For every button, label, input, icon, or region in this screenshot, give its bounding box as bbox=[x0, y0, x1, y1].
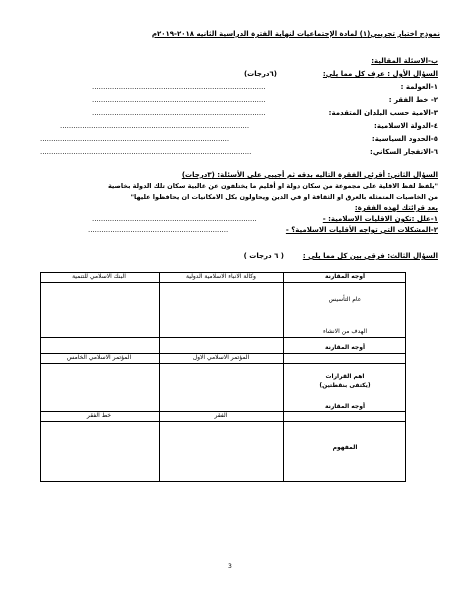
q1-item-4: ٤-الدولة الاسلامية: bbox=[374, 122, 438, 130]
q1-answer-line-6: ............................................................................................... bbox=[40, 148, 252, 156]
q1-item-3: ٣-الامية حسب البلدان المتقدمة: bbox=[328, 109, 438, 117]
table-header-aspect: أوجه المقارنة bbox=[324, 273, 366, 280]
q1-answer-line-1: .............................................................................. bbox=[92, 83, 266, 91]
comparison-table bbox=[40, 272, 406, 482]
q1-answer-line-4: ..................................................................................... bbox=[60, 122, 250, 130]
q2-question-a: ١-علل :تكون الاقليات الاسلامية: - bbox=[322, 215, 438, 223]
table-row-divider bbox=[41, 363, 405, 364]
exam-title: نموذج اختبار تجريبي(١) لمادة الإجتماعيات لنهاية الفترة الدراسية الثانيه ٢٠١٨-٢٠١٩م bbox=[151, 30, 440, 38]
q2-question-b: ٢-المشكلات التي تواجه الأقليات الاسلامية؟ - bbox=[285, 226, 438, 234]
table-header-col-2: وكالة الانباء الاسلامية الدولية bbox=[186, 273, 256, 280]
q1-title: السؤال الأول : عرف كل مما يلي: bbox=[322, 70, 438, 78]
page-number: 3 bbox=[228, 563, 232, 570]
table-row-divider bbox=[41, 282, 405, 283]
q2-passage-line-2: من الخاصيات المتمثله بالعرق او الثقافة او في الدين ويحاولون بكل الامكانيات ان يحافظوا عليها" bbox=[130, 193, 438, 201]
table-row-purpose: الهدف من الانشاء bbox=[323, 328, 367, 335]
table-row-two-points-note: (يكتفى بنقطتين) bbox=[319, 382, 371, 389]
table-header-aspect-3: أوجه المقارنة bbox=[324, 403, 366, 410]
q1-item-2: ٢- خط الفقر : bbox=[388, 96, 438, 104]
table-header-first-conference: المؤتمر الاسلامي الاول bbox=[192, 354, 250, 361]
q1-item-6: ٦-الانفجار السكاني: bbox=[370, 148, 438, 156]
table-header-poverty: الفقر bbox=[214, 412, 228, 419]
q2-answer-line-a: .......................................................................... bbox=[92, 215, 257, 223]
table-column-divider bbox=[159, 273, 160, 481]
q1-answer-line-3: .............................................................................. bbox=[92, 109, 266, 117]
table-row-concept: المفهوم bbox=[332, 444, 358, 451]
q3-marks: ( ٦ درجات ) bbox=[243, 252, 284, 260]
q1-item-1: ١-العولمة : bbox=[400, 83, 438, 91]
q2-title: السؤال الثاني: أقرئي الفقرة التاليه بدقه ثم أجيبي على الأسئلة: (٣درجات) bbox=[181, 171, 438, 179]
table-column-divider bbox=[283, 273, 284, 481]
table-row-founding-year: عام التأسيس bbox=[328, 296, 362, 303]
table-row-key-decisions: اهم القرارات bbox=[325, 373, 365, 380]
q1-marks: (٦درجات) bbox=[243, 70, 277, 78]
q1-answer-line-5: ..................................................................................... bbox=[40, 135, 230, 143]
table-row-divider bbox=[41, 337, 405, 338]
q1-answer-line-2: .............................................................................. bbox=[92, 96, 266, 104]
essay-heading: ب-الاسئلة المقالية: bbox=[371, 57, 438, 65]
q2-prompt: بعد قرائتك لهذه الفقرة: bbox=[354, 204, 438, 212]
table-header-fifth-conference: المؤتمر الاسلامي الخامس bbox=[66, 354, 132, 361]
table-header-poverty-line: خط الفقر bbox=[86, 412, 112, 419]
q2-answer-line-b: ............................................................... bbox=[88, 226, 229, 234]
q1-item-5: ٥-الحدود السياسية: bbox=[371, 135, 438, 143]
q3-title: السؤال الثالث: فرقي بين كل مما يلي : bbox=[302, 252, 438, 260]
q2-passage-line-1: "يلفظ لفظ الاقلية على مجموعة من سكان دولة او أقليم ما يختلفون عن غالبية سكان تلك الدولة بخاصية bbox=[107, 182, 438, 190]
table-header-aspect-2: أوجه المقارنة bbox=[324, 344, 366, 351]
table-row-divider bbox=[41, 421, 405, 422]
table-header-col-3: البنك الاسلامي للتنمية bbox=[72, 273, 126, 280]
